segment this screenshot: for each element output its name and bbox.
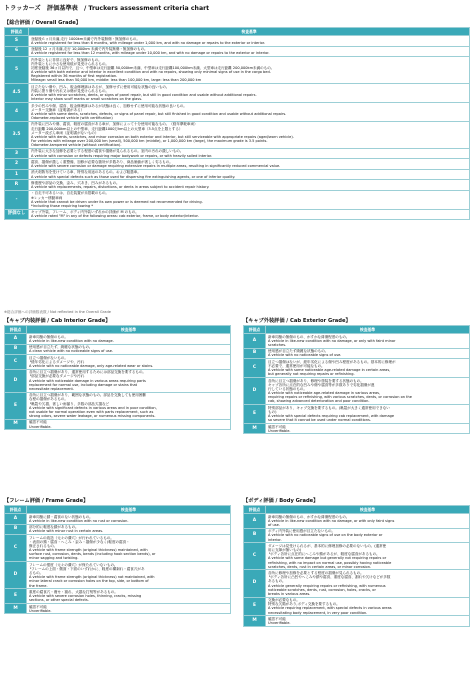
- criteria-line: so severe that it cannot be used under normal conditions.: [268, 418, 371, 423]
- criteria-line: refinishing, with no impact on normal use, possibly having noticeable: [268, 560, 392, 565]
- criteria-line: A vehicle in like-new condition with no damage.: [29, 338, 114, 343]
- criteria-cell: [266, 528, 470, 543]
- criteria-line: メーター改ざん車両（証明書がないもの）: [31, 130, 99, 135]
- criteria-line: A vehicle with noticeable age-related damage in various areas,: [268, 391, 381, 396]
- grade-cell: A: [5, 334, 27, 345]
- grade-column-header: 評価点: [244, 506, 266, 514]
- criteria-cell: [27, 524, 231, 535]
- grade-cell: E: [5, 589, 27, 604]
- page-title: トラッカーズ 評価基準表 / Truckers assessment criteria chart: [4, 5, 210, 12]
- grade-cell: B: [5, 344, 27, 355]
- criteria-cell: [266, 348, 470, 359]
- criteria-line: A vehicle in like-new condition with no rust or corrosion.: [29, 518, 129, 523]
- criteria-line: 修正されるもの。: [29, 543, 58, 548]
- criteria-line: scratches, dents, rust in certain areas, or minor corrosion.: [268, 564, 372, 569]
- table-row: [5, 209, 470, 220]
- criteria-line: necessitating body replacement, in very poor condition.: [268, 610, 368, 615]
- criteria-line: strong odors, severe water leakage, or numerous missing components.: [29, 414, 156, 418]
- grade-cell: M: [244, 423, 266, 434]
- criteria-line: A vehicle with special defects such as those used for dispersing fire extinguishing agents, or one of inferior quality.: [31, 174, 236, 179]
- criteria-cell: [266, 543, 470, 570]
- grade-cell: D: [244, 377, 266, 404]
- grade-cell: 1: [5, 169, 29, 180]
- body-grade-table: [243, 505, 470, 627]
- criteria-line: A vehicle registered for less than 12 months, with mileage under 10,000 km, and with no damage or repairs to the exterior or interior.: [31, 51, 270, 56]
- grade-cell: M: [5, 603, 27, 614]
- criteria-line: 登録後 12 ヵ月未満,走行 10,000km 未満で内外装無傷・無加修のもの。: [31, 47, 148, 52]
- criteria-line: └ボディ各所に点在的にへこみや錆があるが、軽度な腐食があるもの。: [268, 552, 380, 557]
- table-row: [5, 169, 470, 180]
- criteria-line: 修復歴や部品の交換、歪み、穴あき、凹みがあるもの。: [31, 180, 120, 185]
- criteria-line: Unverifiable.: [268, 621, 291, 626]
- criteria-line: 目立つ損傷はないが、経年劣化による傷や凹み程度があるもの。基本的に修理が: [268, 359, 396, 364]
- table-row: [244, 528, 470, 543]
- criteria-line: フレームの強度（元々の溝穴）が保たれていないもの。: [29, 562, 118, 567]
- grade-cell: 2: [5, 159, 29, 170]
- criteria-line: 多少の凹みや傷、腐食、板金修理跡はあるが状態は良く、加修せずに使用可能な状態の良いもの。: [31, 103, 187, 108]
- criteria-cell: [266, 334, 470, 349]
- criteria-line: A vehicle with minor scratches, dents, or signs of panel repair, but still in good condition and usable without additional repairs.: [31, 93, 257, 98]
- table-row: [244, 405, 470, 424]
- criteria-cell: [27, 392, 231, 419]
- grade-cell: A: [244, 334, 266, 349]
- criteria-cell: [266, 570, 470, 597]
- table-row: [5, 344, 231, 355]
- criteria-line: Registered within 36 months of first registration.: [31, 74, 118, 79]
- table-row: [5, 603, 231, 614]
- criteria-line: A vehicle with noticeable damage in various areas requiring parts: [29, 378, 146, 383]
- grade-cell: 4: [5, 102, 29, 121]
- cab-interior-table: [4, 325, 231, 430]
- criteria-line: 確認不可能: [268, 424, 286, 429]
- criteria-line: 確認不可能: [268, 616, 286, 621]
- grade-cell: M: [5, 419, 27, 430]
- criteria-line: A vehicle with severe corrosion holes, thinning, cracks, missing: [29, 594, 142, 598]
- criteria-line: 特別な欠陥があり,ボディ交換を要するもの。: [268, 602, 340, 607]
- criteria-line: A vehicle with no noticeable damage, only age-related wear or stains.: [29, 363, 154, 368]
- criteria-cell: [27, 603, 231, 614]
- criteria-line: メーター交換車（証明書がある）: [31, 107, 85, 112]
- criteria-line: For vehicles with mileage over 200,000 km (small), 500,000 km (middle), or 1,000,000 km (large), the maximum grade is 3.5 points.: [31, 138, 268, 143]
- criteria-line: A vehicle with no noticeable signs of use on the body exterior or: [268, 533, 383, 538]
- criteria-cell: [27, 334, 231, 345]
- criteria-cell: [266, 423, 470, 434]
- criteria-line: Unverifiable.: [29, 424, 52, 429]
- grade-column-header: 評価点: [244, 326, 266, 334]
- criteria-line: not usable for normal operation even with parts replacement, such as: [29, 409, 154, 414]
- criteria-cell: [29, 209, 470, 220]
- criteria-line: A vehicle with some dents, scratches, defects, or signs of panel repair, but still finished in good condition and usable without additional repairs.: [31, 111, 287, 116]
- criteria-line: A vehicle in like-new condition with no damage, or only with faint minor: [268, 338, 396, 343]
- criteria-cell: [29, 169, 470, 180]
- criteria-line: A vehicle with significant defects in various areas and in poor condition,: [29, 405, 157, 410]
- table-row: [5, 180, 470, 191]
- criteria-cell: [27, 344, 231, 355]
- criteria-column-header: 検査基準: [27, 326, 231, 334]
- criteria-line: breaks in various areas.: [268, 591, 311, 596]
- criteria-cell: [29, 180, 470, 191]
- criteria-line: └フレームの上面・側面・下面のいずれかに、軽度の構剥れ・腐食穴があ: [29, 566, 145, 571]
- criteria-cell: [29, 190, 470, 209]
- grade-cell: D: [244, 570, 266, 597]
- criteria-line: └亀裂や欠損、著しい雨漏り、多数の部品欠損など: [29, 401, 110, 406]
- criteria-line: └経年劣化によるダメージや、汚れ: [29, 359, 85, 364]
- criteria-line: of use.: [268, 522, 280, 527]
- criteria-cell: [266, 359, 470, 378]
- criteria-line: Mileage: small less than 50,000 km, middle: less than 100,000 km, large: less than 200,000 km: [31, 78, 202, 83]
- table-row: [5, 334, 231, 345]
- table-row: [244, 543, 470, 570]
- criteria-line: Odometer-replaced vehicle (with certification): [31, 116, 113, 120]
- criteria-cell: [29, 102, 470, 121]
- criteria-line: A vehicle with corrosion or defects requiring major bodywork or repairs, or with heavily soiled interior.: [31, 153, 213, 158]
- table-row: [244, 348, 470, 359]
- criteria-line: but generally not requiring repairs or refinishing.: [268, 372, 355, 377]
- criteria-line: cab, showing advanced deterioration and poor condition.: [268, 399, 370, 404]
- table-row: [5, 159, 470, 170]
- body-grade-heading: 【ボディ評価 / Body Grade】: [243, 498, 319, 504]
- criteria-line: ・表面の錆・腐食・へこみ・歪み・損傷が少なく(軽度の腐食・: [29, 539, 130, 544]
- criteria-line: 走行距離 200,000km以上の中型車、走行距離1000万km以上の大型車（3.5点を上限とする）: [31, 126, 183, 131]
- table-row: [5, 514, 231, 525]
- criteria-line: A vehicle with some noticeable age-related damage in certain areas,: [268, 368, 391, 373]
- table-row: [5, 121, 470, 148]
- criteria-line: 各所に目立つ損傷があり、範囲な状態のもの。部品を交換しても使用困難: [29, 393, 146, 398]
- criteria-cell: [27, 562, 231, 589]
- table-row: [5, 589, 231, 604]
- table-row: [5, 102, 470, 121]
- criteria-line: 各所に目立つ損傷があり、修理や塗装を要する状態のもの。: [268, 378, 364, 383]
- grade-cell: C: [244, 543, 266, 570]
- criteria-line: Odometer-tampered vehicle (without certification).: [31, 143, 122, 148]
- table-row: [244, 514, 470, 529]
- criteria-line: A vehicle with severe corrosion or damage requiring extensive repairs in multiple areas, resulting in significantly reduced commercial value.: [31, 164, 281, 169]
- criteria-line: 確認不可能: [29, 604, 47, 609]
- grade-cell: A: [5, 514, 27, 525]
- criteria-cell: [266, 597, 470, 616]
- criteria-line: ボディ内外装に使用感が目立たないもの。: [268, 529, 335, 534]
- table-row: [5, 369, 231, 392]
- criteria-line: the frame.: [29, 583, 48, 588]
- table-row: [5, 535, 231, 562]
- grade-cell: R: [5, 180, 29, 191]
- criteria-line: A vehicle registered for less than 6 months, with mileage under 1,000 km, and with no damage or repairs to the exterior or interior.: [31, 40, 266, 45]
- criteria-line: 不必要で、通常使用が可能なもの。: [268, 363, 325, 368]
- criteria-line: キャブ各所に点在的な凹みや傷や腐食等が多数ありで劣化損傷が進: [268, 382, 375, 387]
- grade-column-header: 評価点: [5, 28, 29, 36]
- criteria-cell: [27, 514, 231, 525]
- grade-cell: 3.5: [5, 121, 29, 148]
- criteria-line: A clean vehicle with no noticeable signs of use.: [29, 349, 114, 354]
- overall-grade-heading: 【総合評価 / Overall Grade】: [4, 20, 81, 26]
- criteria-line: 目立たない傷や、凹み、板金修理跡はあるが、加修せずに使用可能な状態の良いもの。: [31, 84, 170, 89]
- table-row: [5, 57, 470, 84]
- criteria-line: るもの。: [29, 571, 44, 576]
- table-row: [5, 36, 470, 47]
- grade-cell: M: [244, 616, 266, 627]
- criteria-line: A vehicle generally requiring repairs or refinishing, with numerous: [268, 583, 386, 588]
- table-row: [244, 334, 470, 349]
- criteria-column-header: 検査基準: [266, 326, 470, 334]
- criteria-line: ※レッカー移動車両: [31, 195, 63, 200]
- grade-cell: 評価なし: [5, 209, 29, 220]
- criteria-line: noticeable scratches, dents, rust, corrosion, holes, cracks, or: [268, 587, 376, 592]
- grade-cell: 6: [5, 46, 29, 57]
- criteria-line: 目立つ損傷がないもの。: [29, 355, 68, 360]
- criteria-line: interior.: [268, 537, 282, 542]
- criteria-cell: [266, 616, 470, 627]
- criteria-line: minor lateral crack or corrosion holes on the top, side, or bottom of: [29, 579, 149, 584]
- grade-cell: 4.5: [5, 84, 29, 103]
- criteria-cell: [29, 84, 470, 103]
- criteria-line: 初度登録後 36ヵ月以内で、且つ、中型車は走行距離 50,000km未満、中型車は走行距離100,000km未満、大型車は走行距離 200,000km未満のもの。: [31, 65, 275, 70]
- grade-cell: D: [5, 369, 27, 392]
- criteria-column-header: 検査基準: [27, 506, 231, 514]
- criteria-line: A vehicle rated "M" in any of the following areas: cab exterior, frame, or body exterior/interior.: [31, 214, 199, 219]
- table-row: [244, 423, 470, 434]
- criteria-cell: [266, 514, 470, 529]
- criteria-line: A vehicle with frame strength (original thickness) maintained, with: [29, 548, 148, 553]
- criteria-column-header: 検査基準: [266, 506, 470, 514]
- criteria-line: A vehicle in like-new condition with no damage, or with only faint signs: [268, 518, 395, 523]
- criteria-line: 腐食、損傷が激しく重整備、加修が必要な箇所が多数あり、商品価値が著しく劣るもの。: [31, 159, 173, 164]
- criteria-line: A vehicle that cannot be driven under its own power or is deemed not recommended for driving.: [31, 199, 203, 204]
- criteria-line: 行している状態のもの。: [268, 386, 307, 391]
- criteria-line: 各所に目立つ損傷があり、通常使用するためには部品交換を要するもの。: [29, 370, 146, 375]
- criteria-cell: [29, 148, 470, 159]
- criteria-line: 内外装ともに小さな使用痕が見受けられるもの。: [31, 61, 109, 66]
- grade-cell: B: [5, 524, 27, 535]
- criteria-line: surface rust, corrosion, dents, bends (including hook section bends), or: [29, 552, 156, 557]
- criteria-cell: [27, 419, 231, 430]
- table-row: [244, 570, 470, 597]
- criteria-line: 登録後６ヵ月未満,走行 1000km未満で内外装無傷・無加修のもの。: [31, 36, 140, 41]
- criteria-line: 新車同様の無傷のもの、かすかな薄傷程度のもの。: [268, 514, 350, 519]
- grade-cell: C: [5, 535, 27, 562]
- criteria-line: 内外装に大きな加修を必要とする程度の腐食や損傷が見られるもの。室内の汚れの激しいもの。: [31, 149, 184, 154]
- criteria-line: 新車同様の無傷のもの。: [29, 334, 68, 339]
- cab-exterior-table: [243, 325, 470, 434]
- criteria-cell: [266, 405, 470, 424]
- criteria-line: A vehicle requiring replacement, with special defects in various areas: [268, 606, 392, 611]
- overall-note: ※総合評価への評価数表数 / Not reflected in the Overall Grade: [4, 310, 111, 314]
- grade-cell: -: [5, 190, 29, 209]
- criteria-line: 新車同様の無傷のもの、かすかな薄傷程度のもの。: [268, 334, 350, 339]
- criteria-line: A vehicle with dents, scratches, and minor corrosion on both exterior and interior, but still serviceable with appropriate repairs (aged/worn vehicle).: [31, 134, 294, 139]
- grade-column-header: 評価点: [5, 506, 27, 514]
- criteria-line: 新車同様に錆・腐食のない状態のもの。: [29, 514, 93, 519]
- grade-cell: B: [244, 528, 266, 543]
- criteria-line: A vehicle with minor rust in certain areas.: [29, 529, 104, 534]
- table-row: [5, 392, 231, 419]
- criteria-line: 内外装ともに非常に良好で、無加修のもの。: [31, 57, 102, 62]
- criteria-line: Unverifiable.: [268, 428, 291, 433]
- criteria-line: A vehicle with both exterior and interior in excellent condition and with no repairs, showing only minimal signs of use in the cargo bed.: [31, 70, 271, 75]
- criteria-line: 部分的に軽度な錆があるもの。: [29, 525, 79, 530]
- table-row: [244, 377, 470, 404]
- criteria-line: あるもの。: [268, 579, 286, 584]
- criteria-line: └ボディ各所に凸凹やへこみや錆や腐食、重度な腐食、割れや欠けなどが多数: [268, 575, 391, 580]
- grade-cell: E: [244, 597, 266, 616]
- overall-grade-table: [4, 27, 470, 220]
- table-row: [244, 616, 470, 627]
- grade-cell: 3: [5, 148, 29, 159]
- criteria-line: 交換が必要なもの。: [268, 598, 300, 603]
- table-row: [5, 355, 231, 370]
- criteria-line: 特別部品があり、キャブ交換を要するもの。(亀裂が大きく通常使用できない: [268, 405, 390, 410]
- cab-exterior-heading: 【キャブ外装評価 / Cab Exterior Grade】: [243, 318, 351, 324]
- table-row: [5, 84, 470, 103]
- table-row: [5, 562, 231, 589]
- criteria-line: Interior may show scuff marks or small scratches on the glass.: [31, 97, 143, 102]
- criteria-line: 内外装に凹みや傷、腐食、軽度の腐食がある車が、加修によって十分使用可能なもの。（経年摩耗車両）: [31, 122, 198, 127]
- criteria-line: ・自走不可あるいは、自走装置が未搭載のもの。: [31, 191, 109, 196]
- grade-cell: C: [244, 359, 266, 378]
- grade-cell: E: [5, 392, 27, 419]
- grade-cell: E: [244, 405, 266, 424]
- criteria-line: 使用感が目立たず綺麗な状態のもの。: [268, 349, 329, 354]
- criteria-column-header: 検査基準: [29, 28, 470, 36]
- table-row: [5, 419, 231, 430]
- table-row: [5, 148, 470, 159]
- criteria-cell: [27, 535, 231, 562]
- table-row: [244, 359, 470, 378]
- criteria-line: もの): [268, 409, 277, 414]
- criteria-cell: [29, 121, 470, 148]
- criteria-cell: [266, 377, 470, 404]
- grade-column-header: 評価点: [5, 326, 27, 334]
- criteria-line: Unverifiable.: [29, 608, 52, 613]
- cab-interior-heading: 【キャブ内装評価 / Cab Interior Grade】: [4, 318, 111, 324]
- criteria-line: フレームの改造（元々の溝穴）が行われているもの。: [29, 535, 114, 540]
- criteria-line: *Including those requiring towing *: [31, 203, 94, 208]
- grade-cell: A: [244, 514, 266, 529]
- criteria-line: ダメージは見受けられるが、基本的に修理加修の必要のないもの。(通常使: [268, 543, 387, 548]
- criteria-line: 用に支障が無いもの): [268, 548, 302, 553]
- criteria-line: 確認不可能: [29, 420, 47, 425]
- criteria-line: な程の損傷があるもの。: [29, 397, 68, 402]
- criteria-line: A vehicle with frame strength (original thickness) not maintained, with: [29, 575, 155, 580]
- criteria-line: A vehicle with special defects requiring cab replacement, with damage: [268, 414, 395, 418]
- criteria-line: replacement for normal use, including damage or stains that: [29, 382, 138, 387]
- criteria-cell: [27, 369, 231, 392]
- grade-cell: S: [5, 36, 29, 47]
- frame-grade-table: [4, 505, 231, 614]
- criteria-line: 使用感が目立たず、綺麗な状態のもの。: [29, 345, 93, 350]
- criteria-line: necessitate replacement.: [29, 386, 75, 391]
- criteria-line: A vehicle with some damage but generally not requiring repairs or: [268, 556, 387, 561]
- grade-cell: B: [244, 348, 266, 359]
- table-row: [244, 597, 470, 616]
- criteria-line: A vehicle with no noticeable signs of use.: [268, 353, 342, 358]
- criteria-line: requiring repairs or refinishing, with various scratches, dents, or corrosion on the: [268, 395, 412, 400]
- criteria-cell: [29, 159, 470, 170]
- criteria-cell: [27, 355, 231, 370]
- criteria-line: 消火剤散布を受けている車、特別な用途のあるもの。および粗悪車。: [31, 170, 141, 175]
- table-row: [5, 190, 470, 209]
- criteria-line: minor sagging and twisting.: [29, 556, 79, 561]
- table-row: [5, 524, 231, 535]
- criteria-line: 内装に擦り傷や汚れ又は傷が見受けられるもの。: [31, 88, 109, 93]
- criteria-line: A vehicle with replacements, repairs, distortions, or dents in areas subject to accident repair history.: [31, 185, 210, 190]
- criteria-line: sections, or other special defects.: [29, 598, 89, 603]
- criteria-cell: [27, 589, 231, 604]
- grade-cell: C: [5, 355, 27, 370]
- criteria-cell: [29, 57, 470, 84]
- grade-cell: D: [5, 562, 27, 589]
- grade-cell: 5: [5, 57, 29, 84]
- criteria-line: 各所に修理や加修を必要とする程度の損傷が見られるもの。: [268, 571, 364, 576]
- criteria-cell: [29, 36, 470, 47]
- criteria-line: scratches.: [268, 342, 287, 347]
- table-row: [5, 46, 470, 57]
- criteria-line: キャブ外装、フレーム、ボディ内外装いずれかの評価が M のもの。: [31, 210, 139, 215]
- criteria-line: 重度の腐食穴・痩せ・割れ、大損な打刻等があるもの。: [29, 589, 118, 594]
- criteria-line: └部品交換が必要なダメージや汚れ: [29, 374, 85, 379]
- frame-grade-heading: 【フレーム評価 / Frame Grade】: [4, 498, 89, 504]
- criteria-cell: [29, 46, 470, 57]
